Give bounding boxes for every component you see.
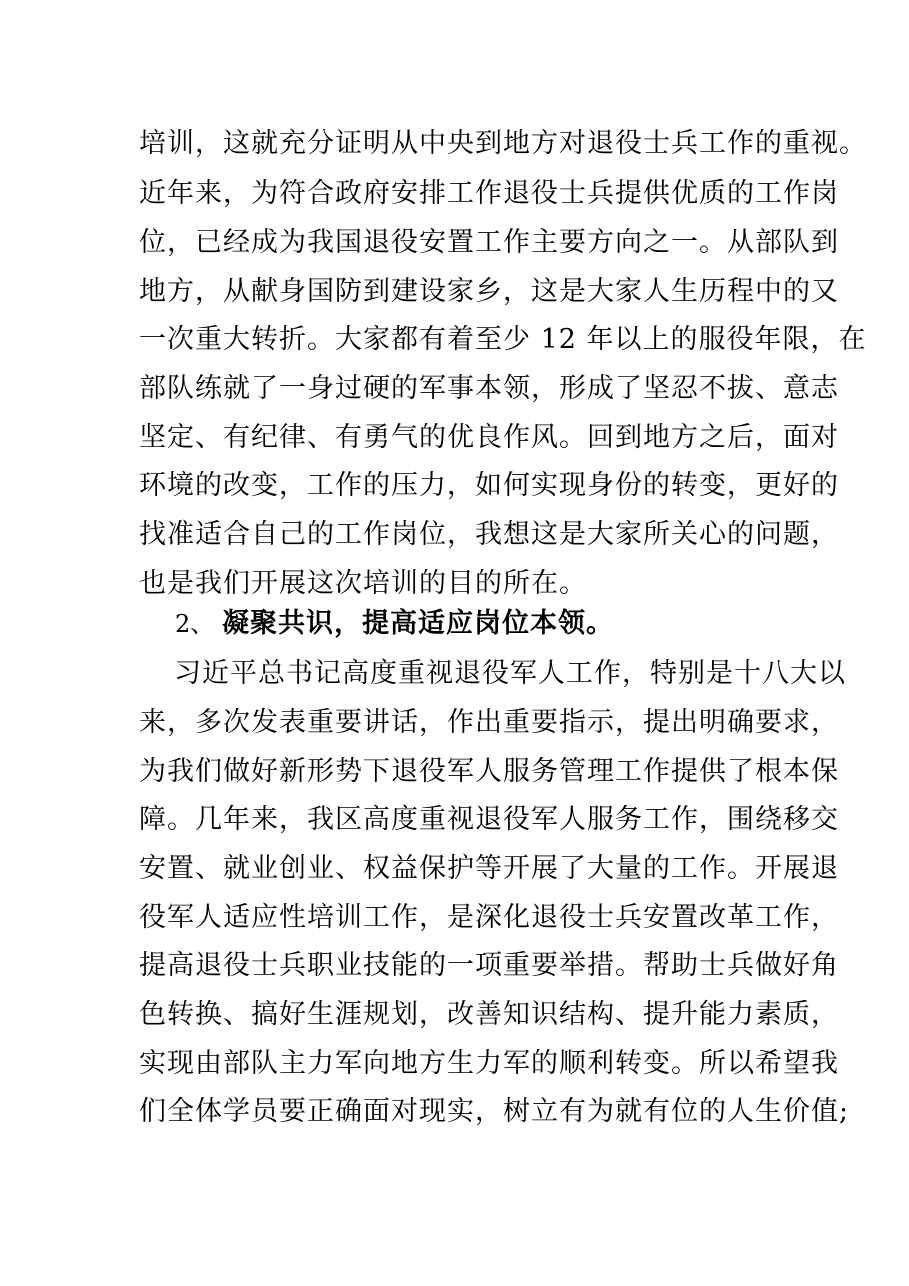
paragraph-2-line-6: 役军人适应性培训工作，是深化退役士兵安置改革工作， [139, 902, 839, 933]
paragraph-1-line-7: 坚定、有纪律、有勇气的优良作风。回到地方之后，面对 [139, 422, 839, 453]
paragraph-2-line-10: 们全体学员要正确面对现实，树立有为就有位的人生价值; [139, 1096, 850, 1127]
paragraph-1-line-8: 环境的改变，工作的压力，如何实现身份的转变，更好的 [139, 470, 839, 501]
paragraph-1-line-2: 近年来，为符合政府安排工作退役士兵提供优质的工作岗 [139, 178, 839, 209]
paragraph-1-line-4: 地方，从献身国防到建设家乡，这是大家人生历程中的又 [139, 276, 839, 307]
paragraph-1-line-1: 培训，这就充分证明从中央到地方对退役士兵工作的重视。 [139, 128, 867, 159]
paragraph-2-line-9: 实现由部队主力军向地方生力军的顺利转变。所以希望我 [139, 1048, 839, 1079]
paragraph-1-line-6: 部队练就了一身过硬的军事本领，形成了坚忍不拔、意志 [139, 373, 839, 404]
paragraph-2-line-4: 障。几年来，我区高度重视退役军人服务工作，围绕移交 [139, 804, 839, 835]
paragraph-1-line-3: 位，已经成为我国退役安置工作主要方向之一。从部队到 [139, 227, 839, 258]
paragraph-1-line-9: 找准适合自己的工作岗位，我想这是大家所关心的问题， [139, 519, 839, 550]
paragraph-2-line-5: 安置、就业创业、权益保护等开展了大量的工作。开展退 [139, 853, 839, 884]
paragraph-1-line-10: 也是我们开展这次培训的目的所在。 [139, 568, 587, 599]
paragraph-2-line-1: 习近平总书记高度重视退役军人工作，特别是十八大以 [174, 658, 846, 689]
paragraph-2-line-2: 来，多次发表重要讲话，作出重要指示，提出明确要求， [139, 707, 839, 738]
paragraph-2-line-3: 为我们做好新形势下退役军人服务管理工作提供了根本保 [139, 756, 839, 787]
paragraph-2-line-8: 色转换、搞好生涯规划，改善知识结构、提升能力素质， [139, 999, 839, 1030]
heading-text: 凝聚共识，提高适应岗位本领。 [222, 608, 614, 639]
paragraph-2-line-7: 提高退役士兵职业技能的一项重要举措。帮助士兵做好角 [139, 950, 839, 981]
paragraph-1-line-5: 一次重大转折。大家都有着至少 12 年以上的服役年限，在 [139, 324, 867, 355]
heading-number: 2、 [175, 610, 215, 638]
